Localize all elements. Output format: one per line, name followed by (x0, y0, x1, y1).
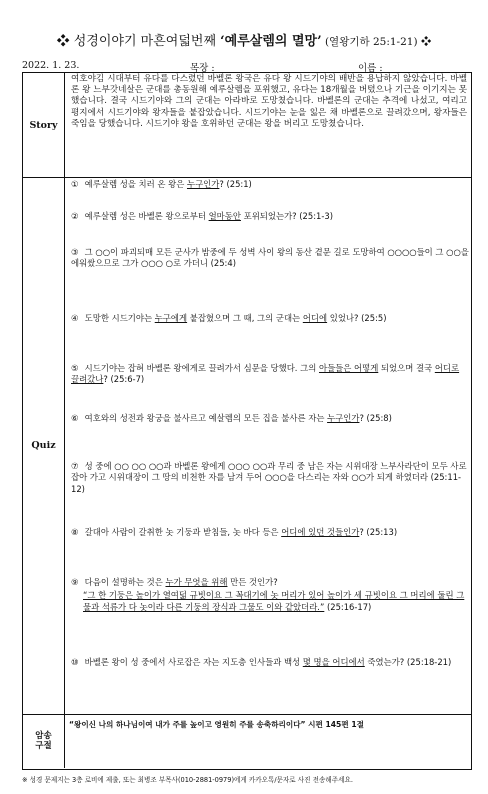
question-text: 만든 것인가? (227, 577, 278, 587)
class-label: 목장 : (190, 63, 215, 74)
quiz-9-quote-text: “그 한 기둥은 높이가 열여덟 규빗이요 그 꼭대기에 놋 머리가 있어 높이가 세 규빗이요 그 머리에 둘린 그물과 석류가 다 놋이라 다른 기둥의 장식과 그물도 이와 같았더라.” (83, 590, 465, 612)
quiz-question-text (71, 313, 469, 324)
question-text: 다음이 설명하는 것은 (84, 577, 166, 587)
footnote: ※ 성경 문제지는 3층 로비에 제출, 또는 최병조 부목사(010-2881-0979)에게 카카오톡/문자로 사진 전송해주세요. (22, 776, 353, 784)
quiz-question-7 (71, 461, 469, 495)
question-number: ① (71, 179, 79, 189)
question-text: ? (25:6-7) (103, 374, 145, 385)
question-text: 있었나? (25:5) (327, 313, 387, 323)
title-main: ‘예루살렘의 멸망’ (220, 34, 322, 49)
quiz-question-text (71, 577, 469, 588)
worksheet-meta (22, 60, 472, 72)
quiz-9-quote-ref: (25:16-17) (324, 601, 372, 612)
question-number: ⑥ (71, 413, 79, 423)
question-key-phrase: 어디에 (302, 313, 328, 323)
question-text: 여호와의 성전과 왕궁을 불사르고 예살렘의 모든 집을 불사른 자는 (84, 413, 328, 423)
quiz-question-10 (71, 657, 469, 668)
quiz-9-quote (71, 590, 469, 613)
question-number: ⑤ (71, 363, 79, 373)
question-number: ④ (71, 313, 79, 323)
story-text: 여호야김 시대부터 유다를 다스렸던 바벨론 왕국은 유다 왕 시드기야의 배반을 용납하지 않았습니다. 바벨론 왕 느부갓네살은 군대를 총동원해 예루살렘을 포위했고, 유다는 18개월을 버텼으나 기근을 이기지는 못했습니다. 결국 시드기야와 그의 군대는 아라바로 도망쳤습니다. 바벨론의 군대는 추격에 나섰고, 여리고 평지에서 시드기야와 왕자들을 붙잡았습니다. 시드기야는 눈을 잃은 채 바벨론으로 끌려갔으며, 왕자들은 죽임을 당했습니다. 시드기야 왕을 호위하던 군대는 왕을 버리고 도망쳤습니다. (71, 74, 467, 129)
question-text: 죽였는가? (25:18-21) (364, 657, 452, 667)
question-text: 시드기야는 잡혀 바벨론 왕에게로 끌려가서 심문을 당했다. 그의 (84, 363, 319, 373)
question-key-phrase: 몇 명을 어디에서 (302, 657, 365, 667)
recite-label: 암송 구절 (23, 714, 65, 768)
question-key-phrase: 누가 무엇을 위해 (165, 577, 228, 587)
quiz-question-2 (71, 211, 469, 222)
quiz-question-8 (71, 527, 469, 538)
divider (23, 177, 471, 178)
question-text: 성 중에 ○○ ○○ ○○과 바벨론 왕에게 ○○○ ○○과 무리 중 남은 자는 시위대장 느부사라단이 모두 사로잡아 가고 시위대장이 그 땅의 비천한 자를 남겨 두어 ○○○을 다스리는 자와 ○○가 되게 하였더라 (25:11-12) (71, 461, 467, 494)
quiz-label: Quiz (23, 177, 65, 714)
story-label: Story (23, 73, 65, 177)
question-text: 그 ○○이 파괴되매 모든 군사가 밤중에 두 성벽 사이 왕의 동산 곁문 길로 도망하여 ○○○○들이 그 ○○을 에워쌌으므로 그가 ○○○ ○로 가더니 (25:4) (71, 247, 469, 269)
question-text: ? (25:1) (219, 179, 252, 189)
question-key-phrase: 어디에 있던 것들인가 (281, 527, 360, 537)
quiz-question-1 (71, 179, 469, 190)
worksheet-title (0, 30, 488, 49)
question-text: 되었으며 결국 (378, 363, 435, 373)
question-text: 포위되었는가? (25:1-3) (240, 211, 333, 221)
title-reference: (열왕기하 25:1-21) ❖ (321, 36, 432, 48)
question-text: ? (25:8) (359, 413, 392, 423)
question-key-phrase: 얼마동안 (208, 211, 241, 221)
title-prefix: ❖ 성경이야기 마흔여덟번째 (56, 34, 221, 49)
quiz-question-text (71, 657, 469, 668)
quiz-question-text (71, 211, 469, 222)
quiz-question-text (71, 413, 469, 424)
quiz-question-5 (71, 363, 469, 386)
question-number: ⑩ (71, 657, 79, 667)
question-key-phrase: 누구인가 (327, 413, 360, 423)
quiz-question-text (71, 527, 469, 538)
question-text: 붙잡혔으며 그 때, 그의 군대는 (187, 313, 303, 323)
question-text: 바벨론 왕이 성 중에서 사로잡은 자는 지도층 인사들과 백성 (84, 657, 303, 667)
quiz-question-text (71, 179, 469, 190)
question-text: 도망한 시드기야는 (84, 313, 155, 323)
question-text: 예루살렘 성을 치러 온 왕은 (84, 179, 187, 189)
question-key-phrase: 아들들은 어떻게 (318, 363, 379, 373)
question-key-phrase: 누구에게 (154, 313, 188, 323)
worksheet-date: 2022. 1. 23. (22, 60, 80, 71)
question-number: ⑦ (71, 461, 79, 471)
question-key-phrase: 어디로 끌려갔나 (71, 363, 460, 385)
question-number: ⑨ (71, 577, 79, 587)
quiz-question-text (71, 461, 469, 495)
quiz-question-text (71, 247, 469, 270)
question-text: 갈대아 사람이 갈취한 놋 기둥과 받침들, 놋 바다 등은 (84, 527, 282, 537)
quiz-question-6 (71, 413, 469, 424)
question-text: ? (25:13) (359, 527, 398, 537)
quiz-question-4 (71, 313, 469, 324)
quiz-question-9 (71, 577, 469, 613)
question-number: ② (71, 211, 79, 221)
quiz-question-3 (71, 247, 469, 270)
question-number: ⑧ (71, 527, 79, 537)
question-number: ③ (71, 247, 79, 257)
worksheet-table (22, 72, 472, 770)
question-text: 예루살렘 성은 바벨론 왕으로부터 (84, 211, 209, 221)
memory-verse: “왕이신 나의 하나님이여 내가 주를 높이고 영원히 주를 송축하리이다” 시편 145편 1절 (69, 720, 364, 729)
divider (23, 714, 471, 715)
quiz-question-text (71, 363, 469, 386)
name-label: 이름 : (358, 63, 383, 74)
question-key-phrase: 누구인가 (186, 179, 220, 189)
